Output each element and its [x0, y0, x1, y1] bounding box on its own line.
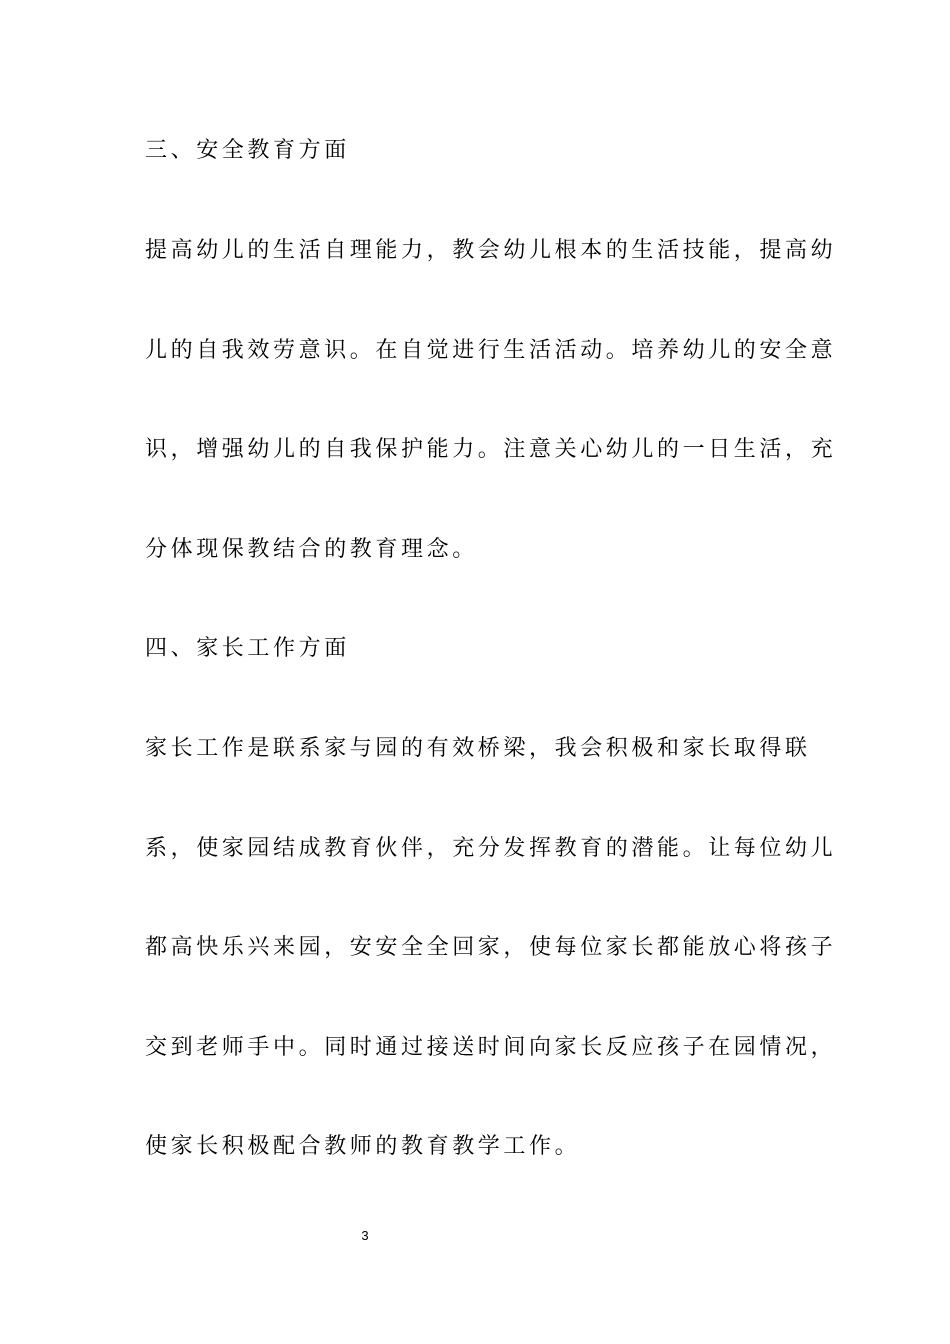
- paragraph-line: 识，增强幼儿的自我保护能力。注意关心幼儿的一日生活，充: [145, 437, 837, 462]
- paragraph-line: 系，使家园结成教育伙伴，充分发挥教育的潜能。让每位幼儿: [145, 836, 837, 861]
- paragraph-line: 交到老师手中。同时通过接送时间向家长反应孩子在园情况，: [145, 1035, 837, 1060]
- paragraph-line: 提高幼儿的生活自理能力，教会幼儿根本的生活技能，提高幼: [145, 238, 837, 263]
- section-heading-safety: 三、安全教育方面: [145, 138, 350, 163]
- paragraph-line: 分体现保教结合的教育理念。: [145, 537, 478, 562]
- page-number: 3: [361, 1228, 369, 1243]
- paragraph-line: 使家长积极配合教师的教育教学工作。: [145, 1134, 581, 1159]
- paragraph-line: 家长工作是联系家与园的有效桥梁，我会积极和家长取得联: [145, 736, 811, 761]
- section-heading-parents: 四、家长工作方面: [145, 636, 350, 661]
- paragraph-line: 儿的自我效劳意识。在自觉进行生活活动。培养幼儿的安全意: [145, 338, 837, 363]
- paragraph-line: 都高快乐兴来园，安安全全回家，使每位家长都能放心将孩子: [145, 935, 837, 960]
